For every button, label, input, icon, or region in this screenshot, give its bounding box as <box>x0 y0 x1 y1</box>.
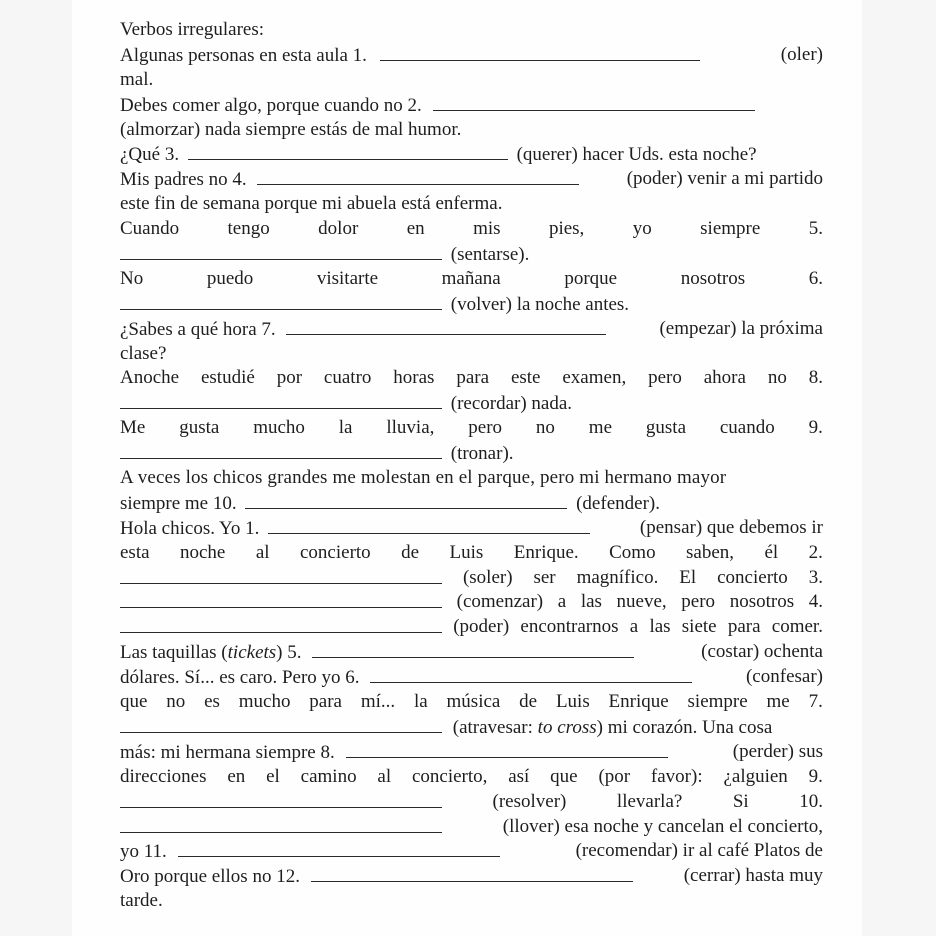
answer-blank-9[interactable] <box>120 441 442 459</box>
answer-blank-6[interactable] <box>120 292 442 310</box>
story-line-2: esta noche al concierto de Luis Enrique. Como saben, él 2. <box>120 541 823 563</box>
answer-blank-10[interactable] <box>245 491 567 509</box>
story-line-3: (soler) ser magnífico. El concierto 3. <box>120 566 823 591</box>
story-line-5: (poder) encontrarnos a las siete para comer. <box>120 615 823 640</box>
story-line-10: más: mi hermana siempre 8. (perder) sus <box>120 740 823 763</box>
answer-blank-1[interactable] <box>380 43 700 61</box>
story-blank-3[interactable] <box>120 590 442 608</box>
sentence-9: Me gusta mucho la lluvia, pero no me gusta cuando 9. <box>120 417 823 439</box>
story-blank-12[interactable] <box>311 864 633 882</box>
sentence-3: ¿Qué 3. (querer) hacer Uds. esta noche? <box>120 144 757 166</box>
story-line-7: dólares. Sí... es caro. Pero yo 6. (confesar) <box>120 666 823 689</box>
sentence-6: No puedo visitarte mañana porque nosotros 6. <box>120 267 823 289</box>
sentence-1: Algunas personas en esta aula 1. (oler) <box>120 43 823 66</box>
answer-blank-8[interactable] <box>120 391 442 409</box>
sentence-4: Mis padres no 4. (poder) venir a mi partido <box>120 168 823 191</box>
story-blank-9[interactable] <box>120 790 442 808</box>
worksheet-title: Verbos irregulares: <box>120 19 265 40</box>
story-line-9: (atravesar: to cross) mi corazón. Una cosa <box>120 715 823 740</box>
sentence-7: ¿Sabes a qué hora 7. (empezar) la próxima <box>120 317 823 340</box>
story-blank-1[interactable] <box>268 516 590 534</box>
answer-blank-4[interactable] <box>257 167 579 185</box>
story-line-14: yo 11. (recomendar) ir al café Platos de <box>120 840 823 863</box>
answer-blank-5[interactable] <box>120 242 442 260</box>
answer-blank-2[interactable] <box>433 93 755 111</box>
sentence-5: Cuando tengo dolor en mis pies, yo siempre 5. <box>120 218 823 240</box>
story-blank-8[interactable] <box>346 740 668 758</box>
story-blank-2[interactable] <box>120 566 442 584</box>
story-line-1: Hola chicos. Yo 1. (pensar) que debemos ir <box>120 516 823 539</box>
story-line-6: Las taquillas (tickets) 5. (costar) ochenta <box>120 641 823 664</box>
answer-blank-7[interactable] <box>286 317 606 335</box>
story-blank-4[interactable] <box>120 615 442 633</box>
story-line-13: (llover) esa noche y cancelan el concierto, <box>120 815 823 840</box>
story-blank-7[interactable] <box>120 715 442 733</box>
story-line-15: Oro porque ellos no 12. (cerrar) hasta muy <box>120 865 823 888</box>
story-line-8: que no es mucho para mí... la música de Luis Enrique siempre me 7. <box>120 691 823 713</box>
story-line-12: (resolver) llevarla? Si 10. <box>120 790 823 815</box>
story-blank-5[interactable] <box>312 640 634 658</box>
story-line-11: direcciones en el camino al concierto, así que (por favor): ¿alguien 9. <box>120 765 823 787</box>
story-blank-11[interactable] <box>178 839 500 857</box>
story-line-4: (comenzar) a las nueve, pero nosotros 4. <box>120 590 823 615</box>
sentence-8: Anoche estudié por cuatro horas para este examen, pero ahora no 8. <box>120 367 823 389</box>
story-line-16: tarde. <box>120 890 163 912</box>
worksheet-content: Verbos irregulares: Algunas personas en esta aula 1. (oler) mal. Debes comer algo, porque cuando no 2. (almorzar) nada siempre estás de mal humor. ¿Qué 3. (querer) hacer Uds. esta noche? Mis padres no 4. (poder) venir a mi partido este fin de semana porque mi abuela está enferma. Cuando tengo dolor en mis pies, yo siempre 5. (sentarse). No puedo visitarte mañana porque nosotros 6. (volver) la noche antes. ¿Sabes a qué hora 7. (empezar) la próxima clase? Anoche estudié por cuatro horas para este examen, pero ahora no 8. (recordar) nada. Me gusta mucho la lluvia, pero no me gusta cuando 9. (tronar). A veces los chicos grandes me molestan en el parque, pero mi hermano mayor siempre me 10. (defender). Hola chicos. Yo 1. (pensar) que debemos ir esta noche al concierto de Luis Enrique. Como saben, él 2. (soler) ser magnífico. El concierto 3. (comenzar) a las nueve, pero nosotros 4. (poder) encontrarnos a las siete para comer. Las taquillas (tickets) 5. (costar) ochenta dólares. Sí... es caro. Pero yo 6. (confesar) que no es mucho para mí... la música de Luis Enrique siempre me 7. (atravesar: to cross) mi corazón. Una cosa más: mi hermana siempre 8. (perder) sus direcciones en el camino al concierto, así que (por favor): ¿alguien 9. (resolver) llevarla? Si 10. (llover) esa noche y cancelan el concierto, yo 11. (recomendar) ir al café Platos de Oro porque ellos no 12. (cerrar) hasta muy tarde. <box>120 18 823 914</box>
story-blank-10[interactable] <box>120 815 442 833</box>
answer-blank-3[interactable] <box>188 142 508 160</box>
sentence-10: A veces los chicos grandes me molestan en el parque, pero mi hermano mayor <box>120 467 727 489</box>
sentence-2: Debes comer algo, porque cuando no 2. <box>120 93 823 118</box>
story-blank-6[interactable] <box>370 665 692 683</box>
